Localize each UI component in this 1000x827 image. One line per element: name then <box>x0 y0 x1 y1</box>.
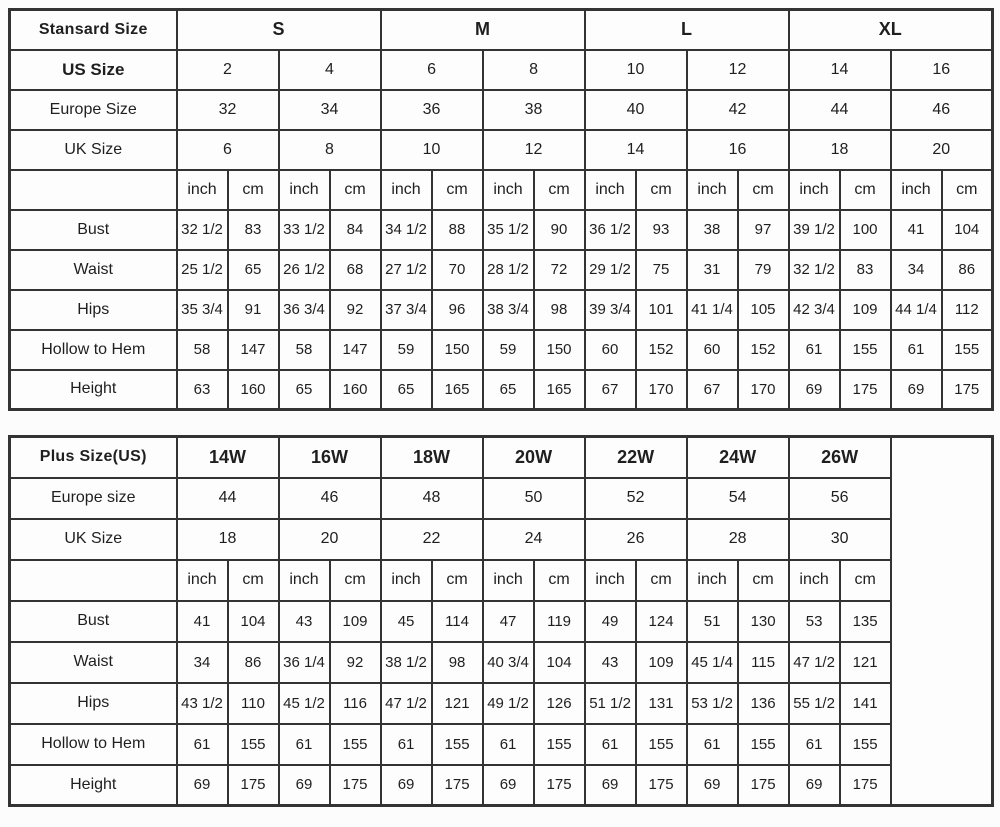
measurement-value-cell: 61 <box>177 724 228 765</box>
measurement-value-cell: 34 1/2 <box>381 210 432 250</box>
measurement-value-cell: 61 <box>789 724 840 765</box>
measurement-value-cell: 53 <box>789 601 840 642</box>
measurement-value-cell: 61 <box>279 724 330 765</box>
empty-label-cell <box>10 560 177 601</box>
row-label-cell: Europe size <box>10 478 177 519</box>
size-value-cell: 14 <box>789 50 891 90</box>
measurement-value-cell: 61 <box>687 724 738 765</box>
measurement-value-cell: 39 3/4 <box>585 290 636 330</box>
measurement-value-cell: 92 <box>330 642 381 683</box>
measurement-value-cell: 58 <box>177 330 228 370</box>
unit-header-cell: inch <box>381 560 432 601</box>
size-value-cell: 56 <box>789 478 891 519</box>
size-group-header-row <box>10 10 993 50</box>
measurement-value-cell: 104 <box>228 601 279 642</box>
size-value-cell: 20 <box>279 519 381 560</box>
size-value-cell: 12 <box>483 130 585 170</box>
measurement-row <box>10 765 993 806</box>
measurement-value-cell: 175 <box>840 765 891 806</box>
unit-header-cell: inch <box>891 170 942 210</box>
size-group-header-row <box>10 437 993 478</box>
measurement-value-cell: 91 <box>228 290 279 330</box>
row-label-cell: Height <box>10 370 177 410</box>
measurement-value-cell: 45 1/4 <box>687 642 738 683</box>
measurement-row <box>10 290 993 330</box>
measurement-value-cell: 83 <box>840 250 891 290</box>
measurement-value-cell: 38 3/4 <box>483 290 534 330</box>
unit-header-cell: cm <box>738 170 789 210</box>
measurement-value-cell: 55 1/2 <box>789 683 840 724</box>
plus-size-table <box>8 435 994 807</box>
size-value-cell: 12 <box>687 50 789 90</box>
measurement-value-cell: 147 <box>228 330 279 370</box>
size-value-cell: 22 <box>381 519 483 560</box>
size-value-cell: 2 <box>177 50 279 90</box>
row-label-cell: Bust <box>10 601 177 642</box>
measurement-value-cell: 33 1/2 <box>279 210 330 250</box>
size-group-cell: S <box>177 10 381 50</box>
unit-header-row <box>10 560 993 601</box>
measurement-value-cell: 175 <box>636 765 687 806</box>
measurement-value-cell: 155 <box>738 724 789 765</box>
row-label-cell: Waist <box>10 250 177 290</box>
size-value-cell: 26 <box>585 519 687 560</box>
measurement-value-cell: 150 <box>432 330 483 370</box>
unit-header-cell: cm <box>330 560 381 601</box>
measurement-value-cell: 175 <box>330 765 381 806</box>
measurement-value-cell: 131 <box>636 683 687 724</box>
unit-header-cell: cm <box>432 560 483 601</box>
measurement-value-cell: 37 3/4 <box>381 290 432 330</box>
measurement-value-cell: 110 <box>228 683 279 724</box>
size-value-cell: 42 <box>687 90 789 130</box>
unit-header-cell: cm <box>942 170 993 210</box>
row-label-cell: UK Size <box>10 519 177 560</box>
measurement-value-cell: 34 <box>891 250 942 290</box>
measurement-value-cell: 65 <box>483 370 534 410</box>
unit-header-cell: inch <box>789 170 840 210</box>
size-group-cell: M <box>381 10 585 50</box>
unit-header-cell: inch <box>687 560 738 601</box>
measurement-value-cell: 69 <box>381 765 432 806</box>
measurement-value-cell: 160 <box>330 370 381 410</box>
row-label-cell: Height <box>10 765 177 806</box>
size-value-cell: 8 <box>483 50 585 90</box>
measurement-value-cell: 45 <box>381 601 432 642</box>
size-conversion-row <box>10 50 993 90</box>
measurement-value-cell: 69 <box>585 765 636 806</box>
size-value-cell: 10 <box>381 130 483 170</box>
measurement-value-cell: 124 <box>636 601 687 642</box>
measurement-value-cell: 53 1/2 <box>687 683 738 724</box>
measurement-row <box>10 642 993 683</box>
measurement-value-cell: 58 <box>279 330 330 370</box>
measurement-value-cell: 92 <box>330 290 381 330</box>
unit-header-cell: inch <box>177 170 228 210</box>
measurement-value-cell: 175 <box>432 765 483 806</box>
measurement-value-cell: 155 <box>636 724 687 765</box>
unit-header-cell: cm <box>432 170 483 210</box>
measurement-value-cell: 88 <box>432 210 483 250</box>
measurement-value-cell: 47 1/2 <box>381 683 432 724</box>
measurement-row <box>10 250 993 290</box>
empty-label-cell <box>10 170 177 210</box>
measurement-value-cell: 119 <box>534 601 585 642</box>
measurement-value-cell: 175 <box>942 370 993 410</box>
size-value-cell: 28 <box>687 519 789 560</box>
size-value-cell: 24 <box>483 519 585 560</box>
unit-header-cell: inch <box>687 170 738 210</box>
unit-header-cell: inch <box>483 170 534 210</box>
measurement-value-cell: 65 <box>279 370 330 410</box>
unit-header-cell: inch <box>279 560 330 601</box>
measurement-value-cell: 155 <box>534 724 585 765</box>
row-label-cell: Bust <box>10 210 177 250</box>
size-group-cell: 26W <box>789 437 891 478</box>
measurement-value-cell: 27 1/2 <box>381 250 432 290</box>
measurement-value-cell: 31 <box>687 250 738 290</box>
measurement-value-cell: 75 <box>636 250 687 290</box>
measurement-value-cell: 114 <box>432 601 483 642</box>
measurement-row <box>10 724 993 765</box>
measurement-value-cell: 109 <box>330 601 381 642</box>
unit-header-cell: inch <box>279 170 330 210</box>
size-conversion-row <box>10 130 993 170</box>
size-value-cell: 46 <box>279 478 381 519</box>
measurement-value-cell: 36 1/2 <box>585 210 636 250</box>
measurement-row <box>10 210 993 250</box>
unit-header-cell: inch <box>483 560 534 601</box>
measurement-row <box>10 601 993 642</box>
unit-header-cell: cm <box>330 170 381 210</box>
measurement-value-cell: 152 <box>738 330 789 370</box>
measurement-value-cell: 36 3/4 <box>279 290 330 330</box>
measurement-value-cell: 155 <box>330 724 381 765</box>
row-label-cell: Hollow to Hem <box>10 330 177 370</box>
measurement-value-cell: 45 1/2 <box>279 683 330 724</box>
measurement-value-cell: 38 1/2 <box>381 642 432 683</box>
size-value-cell: 54 <box>687 478 789 519</box>
measurement-value-cell: 83 <box>228 210 279 250</box>
size-value-cell: 48 <box>381 478 483 519</box>
size-value-cell: 10 <box>585 50 687 90</box>
measurement-value-cell: 155 <box>942 330 993 370</box>
standard-size-table-body <box>10 10 993 410</box>
size-group-cell: 24W <box>687 437 789 478</box>
size-group-cell: 18W <box>381 437 483 478</box>
size-value-cell: 18 <box>789 130 891 170</box>
size-value-cell: 38 <box>483 90 585 130</box>
unit-header-cell: cm <box>534 560 585 601</box>
unit-header-cell: inch <box>585 170 636 210</box>
measurement-value-cell: 69 <box>789 370 840 410</box>
measurement-value-cell: 69 <box>789 765 840 806</box>
measurement-value-cell: 104 <box>534 642 585 683</box>
measurement-value-cell: 130 <box>738 601 789 642</box>
size-group-cell: XL <box>789 10 993 50</box>
measurement-value-cell: 32 1/2 <box>177 210 228 250</box>
size-value-cell: 44 <box>177 478 279 519</box>
measurement-value-cell: 86 <box>228 642 279 683</box>
measurement-value-cell: 43 <box>585 642 636 683</box>
measurement-value-cell: 67 <box>687 370 738 410</box>
size-conversion-row <box>10 519 993 560</box>
measurement-value-cell: 41 <box>891 210 942 250</box>
measurement-value-cell: 175 <box>228 765 279 806</box>
measurement-value-cell: 61 <box>483 724 534 765</box>
row-label-cell: Europe Size <box>10 90 177 130</box>
measurement-value-cell: 72 <box>534 250 585 290</box>
measurement-value-cell: 38 <box>687 210 738 250</box>
empty-column-cell <box>891 437 993 806</box>
measurement-value-cell: 93 <box>636 210 687 250</box>
measurement-value-cell: 40 3/4 <box>483 642 534 683</box>
measurement-value-cell: 28 1/2 <box>483 250 534 290</box>
size-value-cell: 52 <box>585 478 687 519</box>
unit-header-cell: cm <box>840 560 891 601</box>
measurement-value-cell: 141 <box>840 683 891 724</box>
measurement-value-cell: 136 <box>738 683 789 724</box>
measurement-value-cell: 90 <box>534 210 585 250</box>
measurement-value-cell: 150 <box>534 330 585 370</box>
unit-header-cell: inch <box>177 560 228 601</box>
measurement-value-cell: 126 <box>534 683 585 724</box>
row-label-cell: Hips <box>10 290 177 330</box>
measurement-value-cell: 69 <box>177 765 228 806</box>
unit-header-cell: cm <box>738 560 789 601</box>
measurement-value-cell: 47 1/2 <box>789 642 840 683</box>
measurement-value-cell: 69 <box>687 765 738 806</box>
size-value-cell: 8 <box>279 130 381 170</box>
size-value-cell: 40 <box>585 90 687 130</box>
size-value-cell: 32 <box>177 90 279 130</box>
size-value-cell: 34 <box>279 90 381 130</box>
measurement-value-cell: 49 <box>585 601 636 642</box>
measurement-value-cell: 104 <box>942 210 993 250</box>
measurement-value-cell: 29 1/2 <box>585 250 636 290</box>
size-conversion-row <box>10 90 993 130</box>
measurement-value-cell: 175 <box>738 765 789 806</box>
measurement-value-cell: 100 <box>840 210 891 250</box>
measurement-value-cell: 121 <box>432 683 483 724</box>
measurement-value-cell: 147 <box>330 330 381 370</box>
measurement-value-cell: 170 <box>636 370 687 410</box>
unit-header-cell: cm <box>636 560 687 601</box>
unit-header-cell: cm <box>840 170 891 210</box>
size-value-cell: 6 <box>381 50 483 90</box>
measurement-row <box>10 370 993 410</box>
measurement-value-cell: 152 <box>636 330 687 370</box>
measurement-value-cell: 175 <box>840 370 891 410</box>
plus-size-table-body <box>10 437 993 806</box>
measurement-value-cell: 42 3/4 <box>789 290 840 330</box>
size-value-cell: 46 <box>891 90 993 130</box>
measurement-value-cell: 105 <box>738 290 789 330</box>
unit-header-cell: cm <box>228 560 279 601</box>
size-value-cell: 4 <box>279 50 381 90</box>
measurement-value-cell: 60 <box>585 330 636 370</box>
measurement-value-cell: 155 <box>432 724 483 765</box>
measurement-value-cell: 160 <box>228 370 279 410</box>
corner-label-cell: Stansard Size <box>10 10 177 50</box>
measurement-value-cell: 109 <box>636 642 687 683</box>
size-group-cell: 20W <box>483 437 585 478</box>
size-value-cell: 14 <box>585 130 687 170</box>
row-label-cell: Hips <box>10 683 177 724</box>
corner-label-cell: Plus Size(US) <box>10 437 177 478</box>
measurement-value-cell: 61 <box>891 330 942 370</box>
measurement-value-cell: 25 1/2 <box>177 250 228 290</box>
measurement-value-cell: 41 <box>177 601 228 642</box>
measurement-value-cell: 61 <box>789 330 840 370</box>
size-group-cell: 22W <box>585 437 687 478</box>
measurement-value-cell: 69 <box>483 765 534 806</box>
size-conversion-row <box>10 478 993 519</box>
size-group-cell: 14W <box>177 437 279 478</box>
size-value-cell: 6 <box>177 130 279 170</box>
row-label-cell: UK Size <box>10 130 177 170</box>
measurement-value-cell: 68 <box>330 250 381 290</box>
measurement-value-cell: 96 <box>432 290 483 330</box>
measurement-value-cell: 49 1/2 <box>483 683 534 724</box>
measurement-value-cell: 65 <box>228 250 279 290</box>
unit-header-cell: inch <box>789 560 840 601</box>
measurement-value-cell: 116 <box>330 683 381 724</box>
size-value-cell: 16 <box>891 50 993 90</box>
measurement-value-cell: 86 <box>942 250 993 290</box>
measurement-value-cell: 69 <box>891 370 942 410</box>
size-value-cell: 44 <box>789 90 891 130</box>
measurement-value-cell: 60 <box>687 330 738 370</box>
measurement-value-cell: 115 <box>738 642 789 683</box>
measurement-value-cell: 41 1/4 <box>687 290 738 330</box>
measurement-value-cell: 26 1/2 <box>279 250 330 290</box>
measurement-value-cell: 61 <box>585 724 636 765</box>
size-value-cell: 30 <box>789 519 891 560</box>
size-value-cell: 36 <box>381 90 483 130</box>
measurement-value-cell: 44 1/4 <box>891 290 942 330</box>
size-value-cell: 50 <box>483 478 585 519</box>
measurement-value-cell: 70 <box>432 250 483 290</box>
measurement-value-cell: 39 1/2 <box>789 210 840 250</box>
measurement-value-cell: 51 <box>687 601 738 642</box>
measurement-value-cell: 170 <box>738 370 789 410</box>
row-label-cell: Hollow to Hem <box>10 724 177 765</box>
measurement-value-cell: 79 <box>738 250 789 290</box>
measurement-value-cell: 36 1/4 <box>279 642 330 683</box>
measurement-value-cell: 112 <box>942 290 993 330</box>
row-label-cell: US Size <box>10 50 177 90</box>
measurement-value-cell: 155 <box>228 724 279 765</box>
measurement-value-cell: 59 <box>483 330 534 370</box>
unit-header-cell: cm <box>636 170 687 210</box>
measurement-value-cell: 34 <box>177 642 228 683</box>
measurement-value-cell: 35 1/2 <box>483 210 534 250</box>
measurement-value-cell: 155 <box>840 724 891 765</box>
measurement-value-cell: 35 3/4 <box>177 290 228 330</box>
measurement-row <box>10 330 993 370</box>
measurement-value-cell: 98 <box>432 642 483 683</box>
measurement-value-cell: 43 1/2 <box>177 683 228 724</box>
measurement-value-cell: 65 <box>381 370 432 410</box>
standard-size-table <box>8 8 994 411</box>
measurement-value-cell: 165 <box>432 370 483 410</box>
measurement-value-cell: 121 <box>840 642 891 683</box>
measurement-value-cell: 101 <box>636 290 687 330</box>
measurement-value-cell: 84 <box>330 210 381 250</box>
measurement-value-cell: 97 <box>738 210 789 250</box>
unit-header-row <box>10 170 993 210</box>
size-group-cell: L <box>585 10 789 50</box>
size-group-cell: 16W <box>279 437 381 478</box>
unit-header-cell: inch <box>585 560 636 601</box>
measurement-value-cell: 32 1/2 <box>789 250 840 290</box>
measurement-value-cell: 69 <box>279 765 330 806</box>
size-value-cell: 16 <box>687 130 789 170</box>
unit-header-cell: inch <box>381 170 432 210</box>
measurement-value-cell: 59 <box>381 330 432 370</box>
unit-header-cell: cm <box>228 170 279 210</box>
measurement-row <box>10 683 993 724</box>
measurement-value-cell: 63 <box>177 370 228 410</box>
size-value-cell: 18 <box>177 519 279 560</box>
unit-header-cell: cm <box>534 170 585 210</box>
measurement-value-cell: 165 <box>534 370 585 410</box>
measurement-value-cell: 43 <box>279 601 330 642</box>
measurement-value-cell: 109 <box>840 290 891 330</box>
measurement-value-cell: 98 <box>534 290 585 330</box>
measurement-value-cell: 67 <box>585 370 636 410</box>
measurement-value-cell: 61 <box>381 724 432 765</box>
measurement-value-cell: 155 <box>840 330 891 370</box>
measurement-value-cell: 47 <box>483 601 534 642</box>
size-value-cell: 20 <box>891 130 993 170</box>
row-label-cell: Waist <box>10 642 177 683</box>
measurement-value-cell: 175 <box>534 765 585 806</box>
measurement-value-cell: 51 1/2 <box>585 683 636 724</box>
measurement-value-cell: 135 <box>840 601 891 642</box>
